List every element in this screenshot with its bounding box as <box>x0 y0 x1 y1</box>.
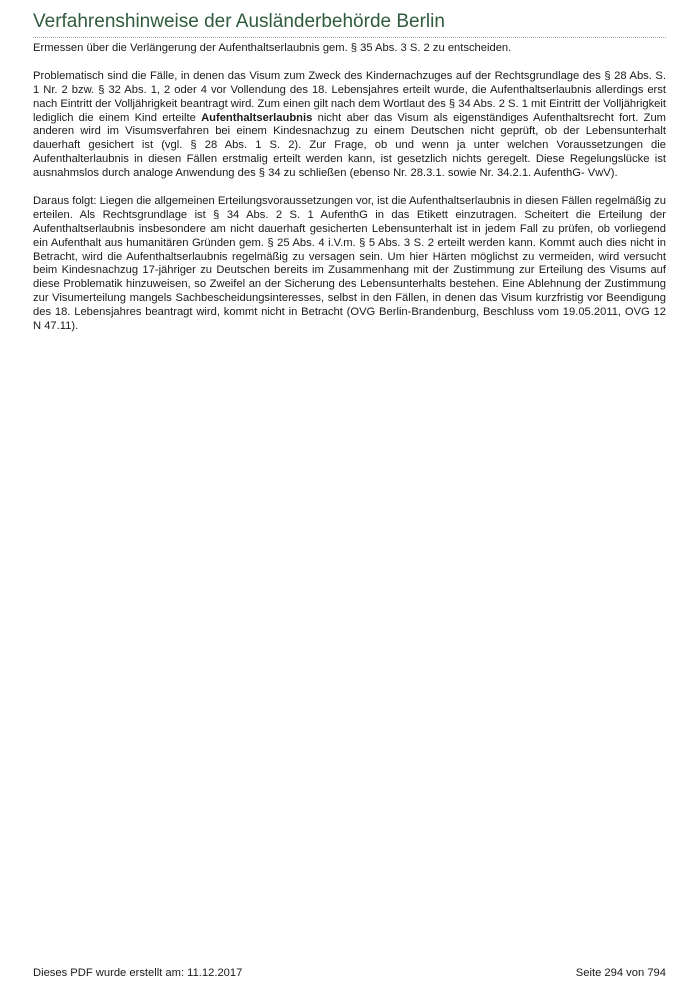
page-footer <box>33 966 666 980</box>
paragraph-2 <box>33 70 666 181</box>
bold-term-aufenthaltserlaubnis: Aufenthaltserlaubnis <box>201 111 313 124</box>
paragraph-2-text-b: nicht aber das Visum als eigenständiges Aufenthaltsrecht fort. Zum anderen wird im Visumsverfahren bei einem Kindesnachzug zu einem Deutschen nicht geprüft, ob der Lebensunterhalt dauerhaft gesichert ist (vgl. § 28 Abs. 1 S. 2). Zur Frage, ob und wenn ja unter welchen Voraussetzungen die Aufenthalterlaubnis in diesen Fällen erstmalig erteilt werden kann, ist gesetzlich nichts geregelt. Diese Regelungslücke ist ausnahmslos durch analoge Anwendung des § 34 zu schließen (ebenso Nr. 28.3.1. sowie Nr. 34.2.1. AufenthG- VwV). <box>33 111 666 180</box>
paragraph-3: Daraus folgt: Liegen die allgemeinen Erteilungsvoraussetzungen vor, ist die Aufenthaltserlaubnis in diesen Fällen regelmäßig zu erteilen. Als Rechtsgrundlage ist § 34 Abs. 2 S. 1 AufenthG in das Etikett einzutragen. Scheitert die Erteilung der Aufenthaltserlaubnis insbesondere am nicht dauerhaft gesicherten Lebensunterhalt ist in jedem Fall zu prüfen, ob vorliegend ein Aufenthalt aus humanitären Gründen gem. § 25 Abs. 4 i.V.m. § 5 Abs. 3 S. 2 erteilt werden kann. Kommt auch dies nicht in Betracht, wird die Aufenthaltserlaubnis regelmäßig zu versagen sein. Um hier Härten möglichst zu vermeiden, wird versucht beim Kindesnachzug 17-jähriger zu Deutschen bereits im Zusammenhang mit der Zustimmung zur Erteilung des Visums auf diese Problematik hinzuweisen, so Zweifel an der Sicherung des Lebensunterhalts bestehen. Eine Ablehnung der Zustimmung zur Visumerteilung mangels Sachbescheidungsinteresses, selbst in den Fällen, in denen das Visum kurzfristig vor Beendigung des 18. Lebensjahres beantragt wird, kommt nicht in Betracht (OVG Berlin-Brandenburg, Beschluss vom 19.05.2011, OVG 12 N 47.11). <box>33 194 666 333</box>
page-number: Seite 294 von 794 <box>575 967 666 979</box>
created-date: Dieses PDF wurde erstellt am: 11.12.2017 <box>33 967 243 979</box>
page-header <box>33 10 666 38</box>
paragraph-2-text-a: Problematisch sind die Fälle, in denen das Visum zum Zweck des Kindernachzuges auf der Rechtsgrundlage des § 28 Abs. S. 1 Nr. 2 bzw. § 32 Abs. 1, 2 oder 4 vor Vollendung des 18. Lebensjahres erteilt wurde, die Aufenthaltserlaubnis allerdings erst nach Eintritt der Volljährigkeit beantragt wird. Zum einen gilt nach dem Wortlaut des § 34 Abs. 2 S. 1 mit Eintritt der Volljährigkeit lediglich die einem Kind erteilte <box>33 69 666 124</box>
paragraph-1: Ermessen über die Verlängerung der Aufenthaltserlaubnis gem. § 35 Abs. 3 S. 2 zu entscheiden. <box>33 42 512 54</box>
document-body <box>33 42 666 348</box>
page-title: Verfahrenshinweise der Ausländerbehörde Berlin <box>33 10 666 38</box>
